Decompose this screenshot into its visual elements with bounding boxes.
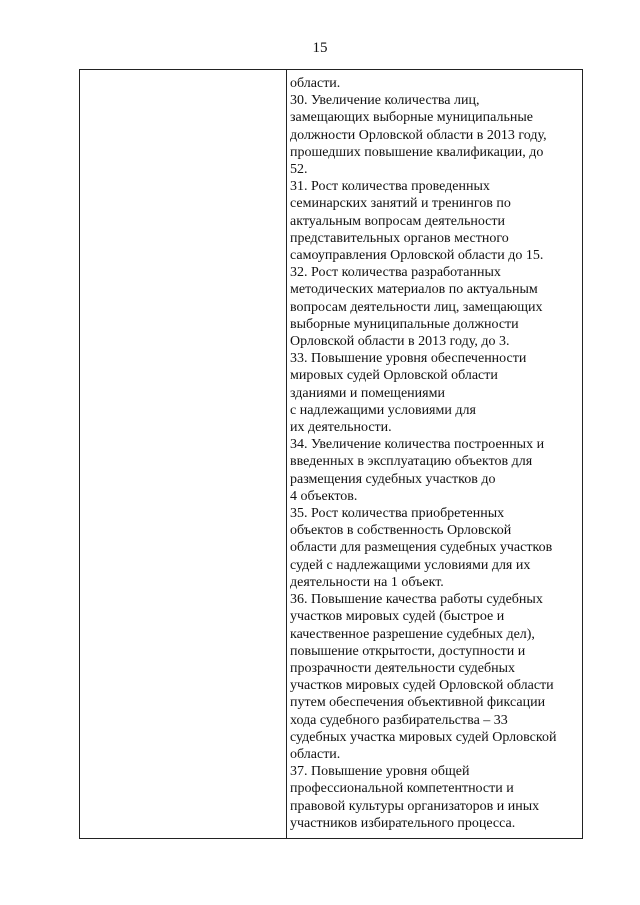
text-line: 30. Увеличение количества лиц,	[290, 93, 480, 109]
text-line: профессиональной компетентности и	[290, 781, 514, 797]
text-line: 33. Повышение уровня обеспеченности	[290, 351, 527, 367]
text-line: размещения судебных участков до	[290, 471, 496, 487]
text-line: путем обеспечения объективной фиксации	[290, 695, 546, 711]
document-table	[79, 69, 583, 839]
text-line: выборные муниципальные должности	[290, 316, 519, 332]
text-line: их деятельности.	[290, 420, 392, 436]
text-line: самоуправления Орловской области до 15.	[290, 248, 544, 264]
text-line: 31. Рост количества проведенных	[290, 179, 490, 195]
text-line: 32. Рост количества разработанных	[290, 265, 501, 281]
text-line: качественное разрешение судебных дел),	[290, 626, 535, 642]
text-line: участников избирательного процесса.	[290, 815, 516, 831]
text-line: прозрачности деятельности судебных	[290, 660, 516, 676]
text-line: деятельности на 1 объект.	[290, 574, 444, 590]
text-line: 4 объектов.	[290, 488, 358, 504]
table-right-cell	[290, 75, 580, 832]
text-line: области.	[290, 746, 341, 762]
column-divider	[286, 70, 287, 838]
text-line: объектов в собственность Орловской	[290, 523, 512, 539]
text-line: зданиями и помещениями	[290, 385, 445, 401]
text-line: с надлежащими условиями для	[290, 402, 476, 418]
text-line: 36. Повышение качества работы судебных	[290, 592, 543, 608]
text-line: участков мировых судей (быстрое и	[290, 609, 505, 625]
page-number: 15	[312, 40, 328, 56]
text-line: замещающих выборные муниципальные	[290, 110, 533, 126]
text-line: судебных участка мировых судей Орловской	[290, 729, 557, 745]
text-line: Орловской области в 2013 году, до 3.	[290, 334, 510, 350]
text-line: 34. Увеличение количества построенных и	[290, 437, 545, 453]
text-line: 35. Рост количества приобретенных	[290, 506, 505, 522]
text-line: актуальным вопросам деятельности	[290, 213, 506, 229]
table-left-cell	[80, 70, 286, 838]
text-line: судей с надлежащими условиями для их	[290, 557, 531, 573]
text-line: введенных в эксплуатацию объектов для	[290, 454, 533, 470]
text-line: семинарских занятий и тренингов по	[290, 196, 511, 212]
text-line: вопросам деятельности лиц, замещающих	[290, 299, 543, 315]
text-line: участков мировых судей Орловской области	[290, 678, 554, 694]
text-line: должности Орловской области в 2013 году,	[290, 127, 547, 143]
text-line: мировых судей Орловской области	[290, 368, 498, 384]
text-line: хода судебного разбирательства – 33	[290, 712, 508, 728]
text-line: правовой культуры организаторов и иных	[290, 798, 540, 814]
text-line: повышение открытости, доступности и	[290, 643, 526, 659]
text-line: области.	[290, 76, 341, 91]
text-line: методических материалов по актуальным	[290, 282, 538, 298]
text-line: 52.	[290, 162, 308, 178]
text-line: области для размещения судебных участков	[290, 540, 553, 556]
text-line: представительных органов местного	[290, 230, 509, 246]
text-line: 37. Повышение уровня общей	[290, 764, 470, 780]
text-line: прошедших повышение квалификации, до	[290, 144, 544, 160]
